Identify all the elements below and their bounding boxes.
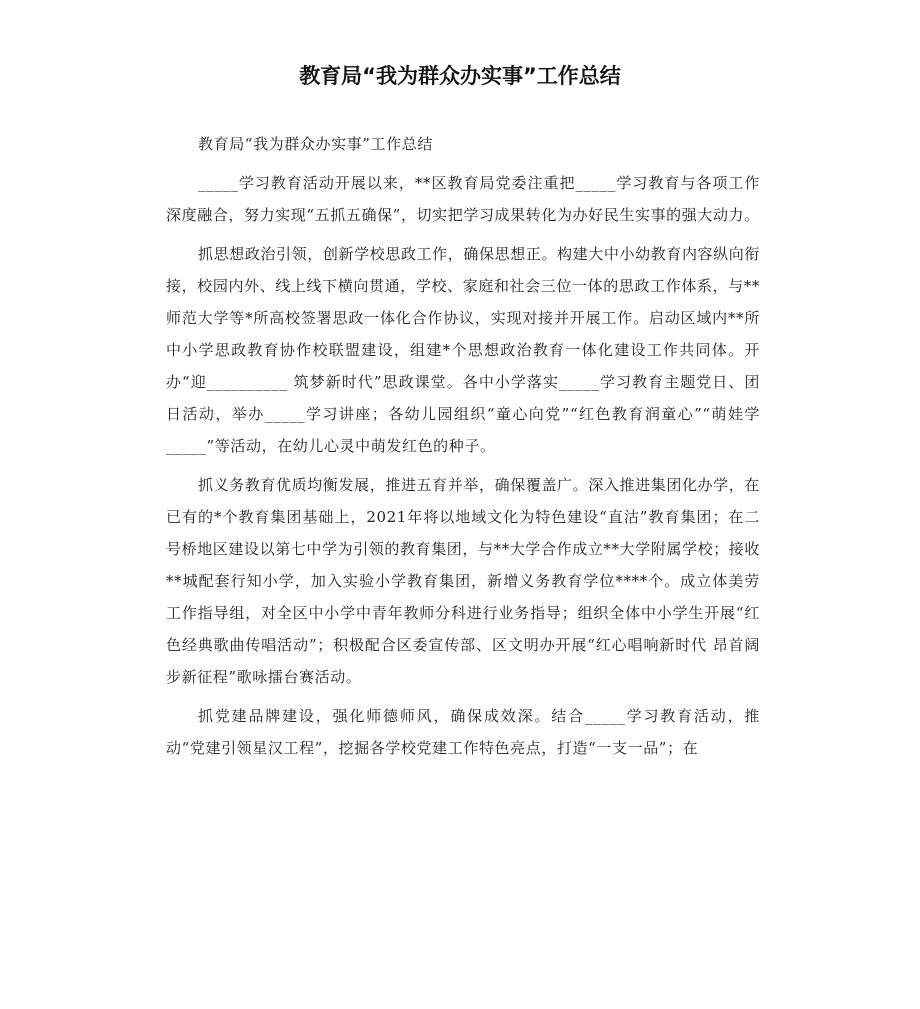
paragraph-party-building: 抓党建品牌建设，强化师德师风，确保成效深。结合_____学习教育活动，推动“党建引领星汉工程”，挖掘各学校党建工作特色亮点，打造“一支一品”；在: [166, 707, 760, 757]
page-title: 教育局“我为群众办实事”工作总结: [299, 64, 621, 88]
paragraph-intro: _____学习教育活动开展以来，**区教育局党委注重把_____学习教育与各项工作深度融合，努力实现“五抓五确保”，切实把学习成果转化为办好民生实事的强大动力。: [166, 174, 760, 224]
paragraph-ideology: 抓思想政治引领，创新学校思政工作，确保思想正。构建大中小幼教育内容纵向衔接，校园内外、线上线下横向贯通，学校、家庭和社会三位一体的思政工作体系，与**师范大学等*所高校签署思政一体化合作协议，实现对接并开展工作。启动区域内**所中小学思政教育协作校联盟建设，组建*个思想政治教育一体化建设工作共同体。开办“迎__________ 筑梦新时代”思政课堂。各中小学落实_____学习教育主题党日、团日活动，举办_____学习讲座；各幼儿园组织“童心向党”“红色教育润童心”“萌娃学_____”等活动，在幼儿心灵中萌发红色的种子。: [166, 245, 760, 455]
paragraph-subtitle: 教育局“我为群众办实事”工作总结: [198, 135, 433, 153]
document-body: [166, 128, 760, 771]
paragraph-compulsory-education: 抓义务教育优质均衡发展，推进五育并举，确保覆盖广。深入推进集团化办学，在已有的*个教育集团基础上，2021年将以地域文化为特色建设“直沽”教育集团；在二号桥地区建设以第七中学为引领的教育集团，与**大学合作成立**大学附属学校；接收**城配套行知小学，加入实验小学教育集团，新增义务教育学位****个。成立体美劳工作指导组，对全区中小学中青年教师分科进行业务指导；组织全体中小学生开展“红色经典歌曲传唱活动”；积极配合区委宣传部、区文明办开展“红心唱响新时代 昂首阔步新征程”歌咏擂台赛活动。: [166, 476, 761, 686]
